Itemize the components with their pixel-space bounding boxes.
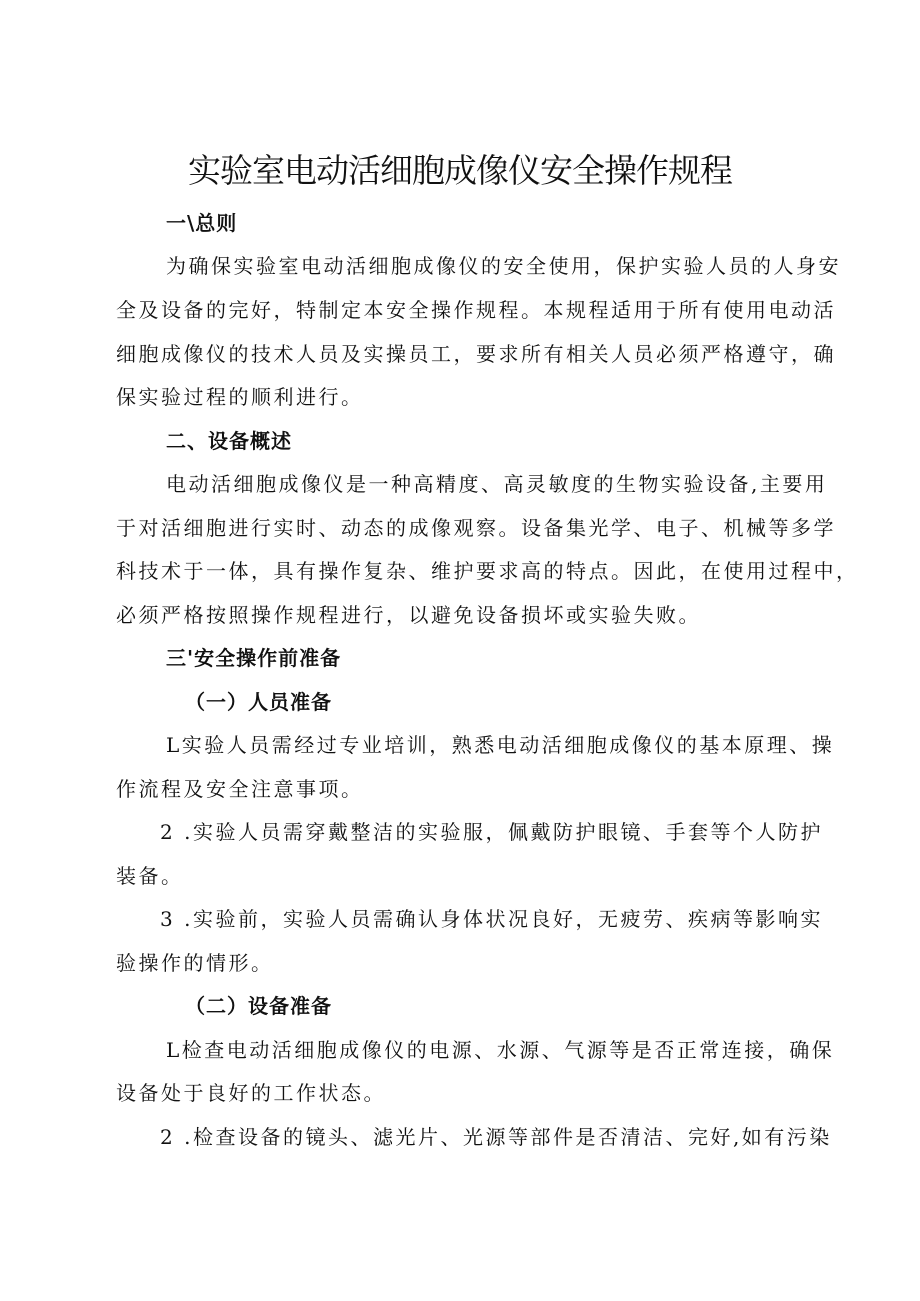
list-item-line: L检查电动活细胞成像仪的电源、水源、气源等是否正常连接，确保 bbox=[166, 1038, 835, 1062]
list-item-line: 2 .检查设备的镜头、滤光片、光源等部件是否清洁、完好,如有污染 bbox=[160, 1125, 832, 1149]
paragraph-line: 科技术于一体，具有操作复杂、维护要求高的特点。因此，在使用过程中， bbox=[116, 559, 859, 583]
paragraph-line: 细胞成像仪的技术人员及实操员工，要求所有相关人员必须严格遵守，确 bbox=[116, 342, 836, 366]
list-item-line: 2 .实验人员需穿戴整洁的实验服，佩戴防护眼镜、手套等个人防护 bbox=[160, 820, 823, 844]
document-title: 实验室电动活细胞成像仪安全操作规程 bbox=[188, 151, 732, 190]
paragraph-line: 必须严格按照操作规程进行，以避免设备损坏或实验失败。 bbox=[116, 603, 701, 627]
list-item-line: 验操作的情形。 bbox=[116, 951, 274, 975]
list-item-line: L实验人员需经过专业培训，熟悉电动活细胞成像仪的基本原理、操 bbox=[166, 733, 835, 757]
list-item-line: 3 .实验前，实验人员需确认身体状况良好，无疲劳、疾病等影响实 bbox=[160, 907, 823, 931]
list-item-line: 设备处于良好的工作状态。 bbox=[116, 1081, 386, 1105]
section-heading-overview: 二、设备概述 bbox=[166, 429, 292, 453]
section-heading-preparation: 三'安全操作前准备 bbox=[166, 646, 342, 670]
paragraph-line: 于对活细胞进行实时、动态的成像观察。设备集光学、电子、机械等多学 bbox=[116, 516, 836, 540]
paragraph-line: 全及设备的完好，特制定本安全操作规程。本规程适用于所有使用电动活 bbox=[116, 298, 836, 322]
section-heading-general: 一\总则 bbox=[166, 211, 238, 235]
paragraph-line: 电动活细胞成像仪是一种高精度、高灵敏度的生物实验设备,主要用 bbox=[166, 472, 828, 496]
subsection-heading-personnel: （一）人员准备 bbox=[185, 690, 332, 714]
list-item-line: 装备。 bbox=[116, 864, 184, 888]
subsection-heading-equipment: （二）设备准备 bbox=[185, 994, 332, 1018]
paragraph-line: 保实验过程的顺利进行。 bbox=[116, 385, 364, 409]
paragraph-line: 为确保实验室电动活细胞成像仪的安全使用，保护实验人员的人身安 bbox=[166, 254, 841, 278]
list-item-line: 作流程及安全注意事项。 bbox=[116, 777, 364, 801]
